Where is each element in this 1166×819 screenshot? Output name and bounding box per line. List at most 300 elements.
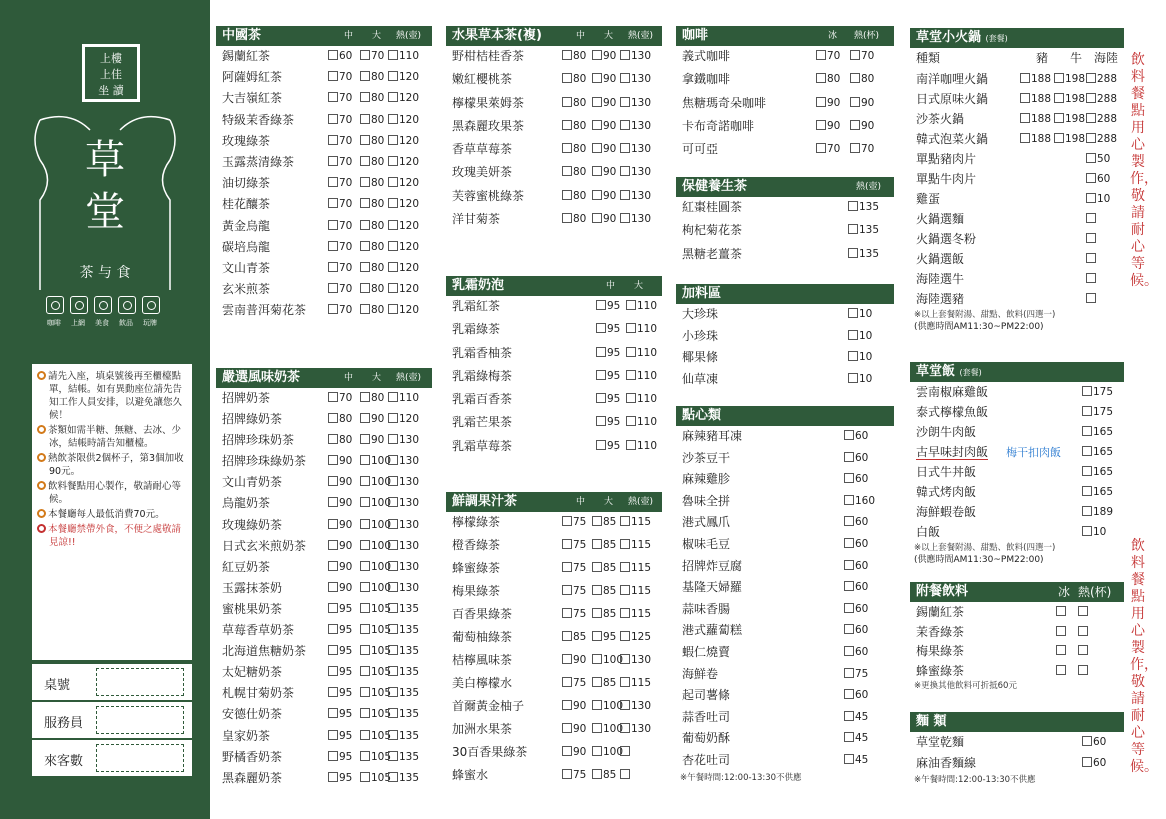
price-checkbox[interactable]: 135 <box>848 244 879 265</box>
price-checkbox[interactable]: 188 <box>1020 109 1051 130</box>
price-checkbox[interactable]: 198 <box>1054 129 1085 150</box>
price-checkbox[interactable]: 100 <box>592 719 623 740</box>
price-checkbox[interactable]: 80 <box>360 300 384 321</box>
fresh-juice-item <box>446 696 662 719</box>
snack-item <box>676 469 894 491</box>
price-checkbox[interactable]: 70 <box>328 237 352 258</box>
price-checkbox[interactable]: 85 <box>592 673 616 694</box>
price-checkbox[interactable]: 70 <box>328 110 352 131</box>
price-checkbox[interactable]: 130 <box>620 696 651 717</box>
price-checkbox[interactable]: 90 <box>562 696 586 717</box>
price-checkbox[interactable]: 110 <box>388 388 419 409</box>
price-checkbox[interactable]: 175 <box>1082 382 1113 403</box>
price-checkbox[interactable]: 90 <box>562 719 586 740</box>
price-checkbox[interactable]: 90 <box>850 116 874 137</box>
price-checkbox[interactable]: 198 <box>1054 69 1085 90</box>
price-checkbox[interactable]: 198 <box>1054 109 1085 130</box>
price-checkbox[interactable]: 105 <box>360 599 391 620</box>
price-checkbox[interactable]: 90 <box>328 578 352 599</box>
price-checkbox[interactable]: 95 <box>596 412 620 433</box>
price-checkbox[interactable]: 90 <box>328 451 352 472</box>
price-checkbox[interactable]: 110 <box>388 46 419 67</box>
price-checkbox[interactable]: 120 <box>388 258 419 279</box>
price-checkbox[interactable]: 120 <box>388 152 419 173</box>
hotpot-item <box>910 209 1124 229</box>
price-checkbox[interactable]: 120 <box>388 194 419 215</box>
guests-input[interactable] <box>96 744 184 772</box>
price-checkbox[interactable]: 105 <box>360 641 391 662</box>
price-checkbox[interactable]: 80 <box>360 110 384 131</box>
price-checkbox[interactable]: 288 <box>1086 129 1117 150</box>
price-checkbox[interactable]: 60 <box>1082 732 1106 753</box>
hotpot-item <box>910 289 1124 309</box>
price-checkbox[interactable]: 189 <box>1082 502 1113 523</box>
item-name: 檸檬果萊姆茶 <box>452 95 525 110</box>
price-checkbox[interactable] <box>1086 249 1096 270</box>
price-checkbox[interactable]: 120 <box>388 216 419 237</box>
price-checkbox[interactable]: 60 <box>844 469 868 490</box>
price-checkbox[interactable]: 288 <box>1086 89 1117 110</box>
set-drink-item <box>910 641 1124 661</box>
price-checkbox[interactable]: 85 <box>592 604 616 625</box>
price-checkbox[interactable]: 80 <box>562 46 586 67</box>
price-checkbox[interactable]: 10 <box>848 326 872 347</box>
price-checkbox[interactable]: 135 <box>388 747 419 768</box>
price-checkbox[interactable]: 60 <box>844 448 868 469</box>
price-checkbox[interactable]: 110 <box>626 436 657 457</box>
price-checkbox[interactable]: 95 <box>596 319 620 340</box>
table-number-input[interactable] <box>96 668 184 696</box>
price-checkbox[interactable]: 10 <box>848 347 872 368</box>
price-checkbox[interactable]: 75 <box>562 581 586 602</box>
price-checkbox[interactable]: 90 <box>328 536 352 557</box>
price-checkbox[interactable]: 80 <box>562 209 586 230</box>
price-checkbox[interactable]: 130 <box>620 162 651 183</box>
price-checkbox[interactable]: 95 <box>328 768 352 789</box>
option-checkbox[interactable] <box>1056 622 1066 643</box>
price-checkbox[interactable]: 60 <box>1082 753 1106 774</box>
price-checkbox[interactable]: 130 <box>620 650 651 671</box>
price-checkbox[interactable]: 80 <box>562 69 586 90</box>
price-checkbox[interactable]: 45 <box>844 750 868 771</box>
price-checkbox[interactable]: 120 <box>388 131 419 152</box>
server-input[interactable] <box>96 706 184 734</box>
price-checkbox[interactable]: 135 <box>388 641 419 662</box>
price-checkbox[interactable]: 70 <box>360 46 384 67</box>
price-checkbox[interactable]: 70 <box>850 139 874 160</box>
item-name: 乳霜紅茶 <box>452 299 501 313</box>
price-checkbox[interactable]: 120 <box>388 67 419 88</box>
option-checkbox[interactable] <box>1056 661 1066 682</box>
price-checkbox[interactable]: 95 <box>328 620 352 641</box>
price-checkbox[interactable]: 10 <box>1082 522 1106 543</box>
price-checkbox[interactable]: 90 <box>592 93 616 114</box>
item-name: 招牌奶茶 <box>222 391 271 405</box>
item-name: 蜂蜜綠茶 <box>452 561 501 575</box>
fruit-herbal-item <box>446 116 662 139</box>
option-checkbox[interactable] <box>1078 641 1088 662</box>
price-checkbox[interactable]: 80 <box>562 139 586 160</box>
notice-item: 茶類如需半糖、無糖、去冰、少冰，結帳時請告知櫃檯。 <box>37 424 187 450</box>
price-checkbox[interactable]: 70 <box>328 152 352 173</box>
section-header-coffee: 咖啡 冰 熱(杯) <box>676 26 894 46</box>
item-name: 起司薯條 <box>682 688 731 703</box>
price-checkbox[interactable]: 60 <box>844 534 868 555</box>
price-checkbox[interactable]: 90 <box>328 515 352 536</box>
price-checkbox[interactable]: 60 <box>844 426 868 447</box>
item-name: 乳霜綠梅茶 <box>452 368 513 383</box>
price-checkbox[interactable]: 80 <box>360 258 384 279</box>
price-checkbox[interactable]: 130 <box>388 493 419 514</box>
price-checkbox[interactable]: 90 <box>328 472 352 493</box>
item-name: 韓式泡菜火鍋 <box>916 132 989 147</box>
price-checkbox[interactable]: 50 <box>1086 149 1110 170</box>
set-drink-item <box>910 661 1124 681</box>
price-checkbox[interactable]: 130 <box>620 719 651 740</box>
brand-stamp <box>82 44 140 102</box>
item-name: 桔檸風味茶 <box>452 653 513 667</box>
price-checkbox[interactable]: 115 <box>620 673 651 694</box>
price-checkbox[interactable]: 90 <box>592 162 616 183</box>
column-3 <box>676 26 894 162</box>
price-checkbox[interactable]: 188 <box>1020 69 1051 90</box>
item-name: 卡布奇諾咖啡 <box>682 118 755 133</box>
price-checkbox[interactable]: 80 <box>360 194 384 215</box>
price-checkbox[interactable]: 85 <box>592 581 616 602</box>
price-checkbox[interactable]: 45 <box>844 728 868 749</box>
option-checkbox[interactable] <box>1078 602 1088 623</box>
price-checkbox[interactable]: 90 <box>816 116 840 137</box>
price-checkbox[interactable]: 70 <box>328 67 352 88</box>
price-checkbox[interactable]: 120 <box>388 409 419 430</box>
price-checkbox[interactable]: 288 <box>1086 69 1117 90</box>
price-checkbox[interactable]: 95 <box>592 627 616 648</box>
brand-panel <box>0 0 210 819</box>
snack-item <box>676 599 894 621</box>
price-checkbox[interactable]: 80 <box>360 388 384 409</box>
price-checkbox[interactable]: 70 <box>328 388 352 409</box>
price-checkbox[interactable]: 95 <box>328 641 352 662</box>
item-name: 黑糖老薑茶 <box>682 246 743 261</box>
price-checkbox[interactable]: 95 <box>596 366 620 387</box>
price-checkbox[interactable]: 115 <box>620 581 651 602</box>
price-checkbox[interactable]: 130 <box>388 430 419 451</box>
price-checkbox[interactable]: 80 <box>562 162 586 183</box>
price-checkbox[interactable]: 100 <box>360 451 391 472</box>
coffee-item <box>676 46 894 69</box>
price-checkbox[interactable]: 10 <box>848 304 872 325</box>
price-checkbox[interactable]: 130 <box>388 472 419 493</box>
option-checkbox[interactable] <box>1056 602 1066 623</box>
price-checkbox[interactable]: 90 <box>360 409 384 430</box>
rice-note-2: (供應時間AM11:30~PM22:00) <box>914 555 1044 565</box>
price-checkbox[interactable]: 105 <box>360 620 391 641</box>
price-checkbox[interactable]: 165 <box>1082 442 1113 463</box>
price-checkbox[interactable]: 90 <box>592 186 616 207</box>
price-checkbox[interactable]: 130 <box>388 536 419 557</box>
hotpot-item <box>910 189 1124 209</box>
option-checkbox[interactable] <box>1078 622 1088 643</box>
icon-label: 上網 <box>71 319 85 327</box>
price-checkbox[interactable]: 130 <box>620 186 651 207</box>
section-header-snacks: 點心類 <box>676 406 894 426</box>
price-checkbox[interactable]: 135 <box>388 620 419 641</box>
price-checkbox[interactable]: 80 <box>328 430 352 451</box>
price-checkbox[interactable]: 70 <box>328 173 352 194</box>
price-checkbox[interactable]: 105 <box>360 747 391 768</box>
price-checkbox[interactable]: 80 <box>562 186 586 207</box>
price-checkbox[interactable]: 100 <box>592 742 623 763</box>
price-checkbox[interactable]: 105 <box>360 683 391 704</box>
price-checkbox[interactable]: 120 <box>388 237 419 258</box>
price-checkbox[interactable]: 115 <box>620 512 651 533</box>
price-checkbox[interactable] <box>1086 229 1096 250</box>
price-checkbox[interactable]: 95 <box>596 436 620 457</box>
price-checkbox[interactable]: 10 <box>1086 189 1110 210</box>
price-checkbox[interactable]: 95 <box>596 389 620 410</box>
price-checkbox[interactable] <box>620 742 630 763</box>
milk-tea-item <box>216 493 432 514</box>
item-name: 單點牛肉片 <box>916 172 977 187</box>
price-checkbox[interactable]: 80 <box>328 409 352 430</box>
snack-item <box>676 556 894 578</box>
price-checkbox[interactable]: 95 <box>328 747 352 768</box>
price-checkbox[interactable]: 95 <box>328 599 352 620</box>
option-checkbox[interactable] <box>1056 641 1066 662</box>
item-name: 雲南椒麻雞飯 <box>916 385 989 399</box>
price-checkbox[interactable]: 75 <box>562 765 586 786</box>
price-checkbox[interactable]: 60 <box>844 620 868 641</box>
price-checkbox[interactable]: 75 <box>562 604 586 625</box>
price-checkbox[interactable]: 60 <box>844 577 868 598</box>
price-checkbox[interactable]: 10 <box>848 369 872 390</box>
price-checkbox[interactable]: 95 <box>596 296 620 317</box>
price-checkbox[interactable]: 90 <box>816 93 840 114</box>
price-checkbox[interactable]: 115 <box>620 604 651 625</box>
price-checkbox[interactable]: 95 <box>328 662 352 683</box>
price-checkbox[interactable]: 100 <box>360 493 391 514</box>
price-checkbox[interactable]: 70 <box>328 258 352 279</box>
price-checkbox[interactable] <box>1086 209 1096 230</box>
price-checkbox[interactable]: 80 <box>562 93 586 114</box>
brand-name-2: 堂 <box>85 189 125 235</box>
price-checkbox[interactable]: 90 <box>592 69 616 90</box>
price-checkbox[interactable]: 130 <box>388 451 419 472</box>
price-checkbox[interactable]: 110 <box>626 296 657 317</box>
price-checkbox[interactable]: 70 <box>328 131 352 152</box>
price-checkbox[interactable]: 100 <box>360 578 391 599</box>
price-checkbox[interactable]: 188 <box>1020 129 1051 150</box>
price-checkbox[interactable]: 90 <box>562 650 586 671</box>
price-checkbox[interactable] <box>1086 269 1096 290</box>
price-checkbox[interactable]: 80 <box>360 152 384 173</box>
price-checkbox[interactable]: 135 <box>848 220 879 241</box>
price-checkbox[interactable]: 80 <box>360 237 384 258</box>
price-checkbox[interactable]: 85 <box>592 765 616 786</box>
price-checkbox[interactable]: 85 <box>562 627 586 648</box>
price-checkbox[interactable]: 100 <box>592 696 623 717</box>
price-checkbox[interactable]: 80 <box>360 67 384 88</box>
item-name: 美白檸檬水 <box>452 676 513 690</box>
price-checkbox[interactable]: 70 <box>850 46 874 67</box>
item-name: 沙朗牛肉飯 <box>916 425 977 439</box>
price-checkbox[interactable]: 70 <box>328 88 352 109</box>
price-checkbox[interactable]: 115 <box>620 558 651 579</box>
price-checkbox[interactable]: 135 <box>388 704 419 725</box>
price-checkbox[interactable]: 45 <box>844 707 868 728</box>
price-checkbox[interactable]: 90 <box>562 742 586 763</box>
milk-tea-item <box>216 704 432 725</box>
price-checkbox[interactable]: 165 <box>1082 422 1113 443</box>
price-checkbox[interactable]: 70 <box>328 300 352 321</box>
price-checkbox[interactable]: 135 <box>848 197 879 218</box>
price-checkbox[interactable]: 75 <box>562 535 586 556</box>
price-checkbox[interactable]: 100 <box>360 557 391 578</box>
price-checkbox[interactable]: 120 <box>388 279 419 300</box>
price-checkbox[interactable]: 110 <box>626 366 657 387</box>
price-checkbox[interactable]: 60 <box>844 599 868 620</box>
price-checkbox[interactable]: 130 <box>620 69 651 90</box>
price-checkbox[interactable]: 100 <box>360 515 391 536</box>
price-checkbox[interactable]: 85 <box>592 512 616 533</box>
price-checkbox[interactable]: 110 <box>626 412 657 433</box>
notice-item: 請先入座，填桌號後再至櫃檯點單，結帳。如有異動座位請先告知工作人員安排，以避免讓您久候！ <box>37 370 187 422</box>
price-checkbox[interactable]: 135 <box>388 683 419 704</box>
health-tea-item <box>676 244 894 267</box>
item-name: 蜜桃果奶茶 <box>222 601 283 616</box>
item-name: 杏花吐司 <box>682 752 731 767</box>
price-checkbox[interactable]: 105 <box>360 704 391 725</box>
price-checkbox[interactable]: 165 <box>1082 482 1113 503</box>
price-checkbox[interactable]: 130 <box>620 116 651 137</box>
price-checkbox[interactable]: 80 <box>360 131 384 152</box>
price-checkbox[interactable]: 165 <box>1082 462 1113 483</box>
price-checkbox[interactable]: 70 <box>816 46 840 67</box>
price-checkbox[interactable]: 130 <box>388 557 419 578</box>
price-checkbox[interactable]: 130 <box>620 139 651 160</box>
price-checkbox[interactable]: 110 <box>626 389 657 410</box>
price-checkbox[interactable]: 188 <box>1020 89 1051 110</box>
price-checkbox[interactable]: 288 <box>1086 109 1117 130</box>
price-checkbox[interactable]: 130 <box>620 209 651 230</box>
price-checkbox[interactable]: 90 <box>592 139 616 160</box>
price-checkbox[interactable]: 120 <box>388 173 419 194</box>
price-checkbox[interactable]: 130 <box>388 578 419 599</box>
price-checkbox[interactable]: 85 <box>592 558 616 579</box>
price-checkbox[interactable]: 115 <box>620 535 651 556</box>
price-checkbox[interactable]: 80 <box>360 88 384 109</box>
chinese-tea-item <box>216 46 432 67</box>
price-checkbox[interactable]: 80 <box>360 173 384 194</box>
price-checkbox[interactable]: 80 <box>562 116 586 137</box>
price-checkbox[interactable]: 110 <box>626 343 657 364</box>
price-checkbox[interactable]: 135 <box>388 662 419 683</box>
price-checkbox[interactable]: 100 <box>360 536 391 557</box>
price-checkbox[interactable]: 90 <box>592 46 616 67</box>
price-checkbox[interactable]: 198 <box>1054 89 1085 110</box>
price-checkbox[interactable]: 135 <box>388 768 419 789</box>
rice-list <box>910 382 1124 542</box>
price-checkbox[interactable]: 160 <box>844 491 875 512</box>
price-checkbox[interactable]: 90 <box>360 430 384 451</box>
price-checkbox[interactable]: 130 <box>620 46 651 67</box>
price-checkbox[interactable]: 70 <box>816 139 840 160</box>
price-checkbox[interactable]: 60 <box>844 556 868 577</box>
item-name: 火鍋選飯 <box>916 252 965 267</box>
item-name: 乳霜香柚茶 <box>452 345 513 360</box>
item-name: 小珍珠 <box>682 328 719 343</box>
price-checkbox[interactable]: 75 <box>562 673 586 694</box>
price-checkbox[interactable]: 60 <box>844 685 868 706</box>
price-checkbox[interactable]: 95 <box>328 726 352 747</box>
price-checkbox[interactable]: 60 <box>844 512 868 533</box>
price-checkbox[interactable]: 125 <box>620 627 651 648</box>
table-number-label: 桌號 <box>44 678 71 693</box>
price-checkbox[interactable]: 70 <box>328 279 352 300</box>
price-checkbox[interactable]: 80 <box>850 69 874 90</box>
price-checkbox[interactable]: 70 <box>328 216 352 237</box>
price-checkbox[interactable]: 80 <box>816 69 840 90</box>
price-checkbox[interactable]: 60 <box>328 46 352 67</box>
price-checkbox[interactable]: 105 <box>360 662 391 683</box>
column-3c <box>676 284 894 390</box>
price-checkbox[interactable]: 120 <box>388 88 419 109</box>
price-checkbox[interactable]: 95 <box>596 343 620 364</box>
price-checkbox[interactable]: 90 <box>328 557 352 578</box>
price-checkbox[interactable]: 120 <box>388 300 419 321</box>
price-checkbox[interactable]: 95 <box>328 683 352 704</box>
price-checkbox[interactable]: 100 <box>592 650 623 671</box>
price-checkbox[interactable]: 175 <box>1082 402 1113 423</box>
price-checkbox[interactable] <box>620 765 630 786</box>
price-checkbox[interactable]: 75 <box>562 558 586 579</box>
price-checkbox[interactable]: 90 <box>592 116 616 137</box>
price-checkbox[interactable]: 90 <box>328 493 352 514</box>
price-checkbox[interactable]: 90 <box>850 93 874 114</box>
price-checkbox[interactable]: 130 <box>388 515 419 536</box>
price-checkbox[interactable]: 75 <box>562 512 586 533</box>
section-header-toppings: 加料區 <box>676 284 894 304</box>
price-checkbox[interactable]: 130 <box>620 93 651 114</box>
milk-tea-item <box>216 578 432 599</box>
item-name: 義式咖啡 <box>682 49 731 63</box>
price-checkbox[interactable]: 100 <box>360 472 391 493</box>
price-checkbox[interactable]: 85 <box>592 535 616 556</box>
price-checkbox[interactable]: 90 <box>592 209 616 230</box>
price-checkbox[interactable]: 120 <box>388 110 419 131</box>
price-checkbox[interactable]: 60 <box>1086 169 1110 190</box>
hotpot-item <box>910 129 1124 149</box>
price-checkbox[interactable]: 105 <box>360 726 391 747</box>
price-checkbox[interactable]: 70 <box>328 194 352 215</box>
price-checkbox[interactable]: 135 <box>388 599 419 620</box>
coffee-item <box>676 116 894 139</box>
price-checkbox[interactable]: 95 <box>328 704 352 725</box>
option-checkbox[interactable] <box>1078 661 1088 682</box>
price-checkbox[interactable]: 135 <box>388 726 419 747</box>
item-name: 百香果綠茶 <box>452 607 513 621</box>
item-name: 海鮮卷 <box>682 666 719 681</box>
item-name: 泰式檸檬魚飯 <box>916 405 989 419</box>
price-checkbox[interactable]: 110 <box>626 319 657 340</box>
price-checkbox[interactable] <box>1086 289 1096 310</box>
price-checkbox[interactable]: 60 <box>844 642 868 663</box>
price-checkbox[interactable]: 105 <box>360 768 391 789</box>
price-checkbox[interactable]: 75 <box>844 664 868 685</box>
price-checkbox[interactable]: 80 <box>360 216 384 237</box>
chinese-tea-item <box>216 152 432 173</box>
price-checkbox[interactable]: 80 <box>360 279 384 300</box>
